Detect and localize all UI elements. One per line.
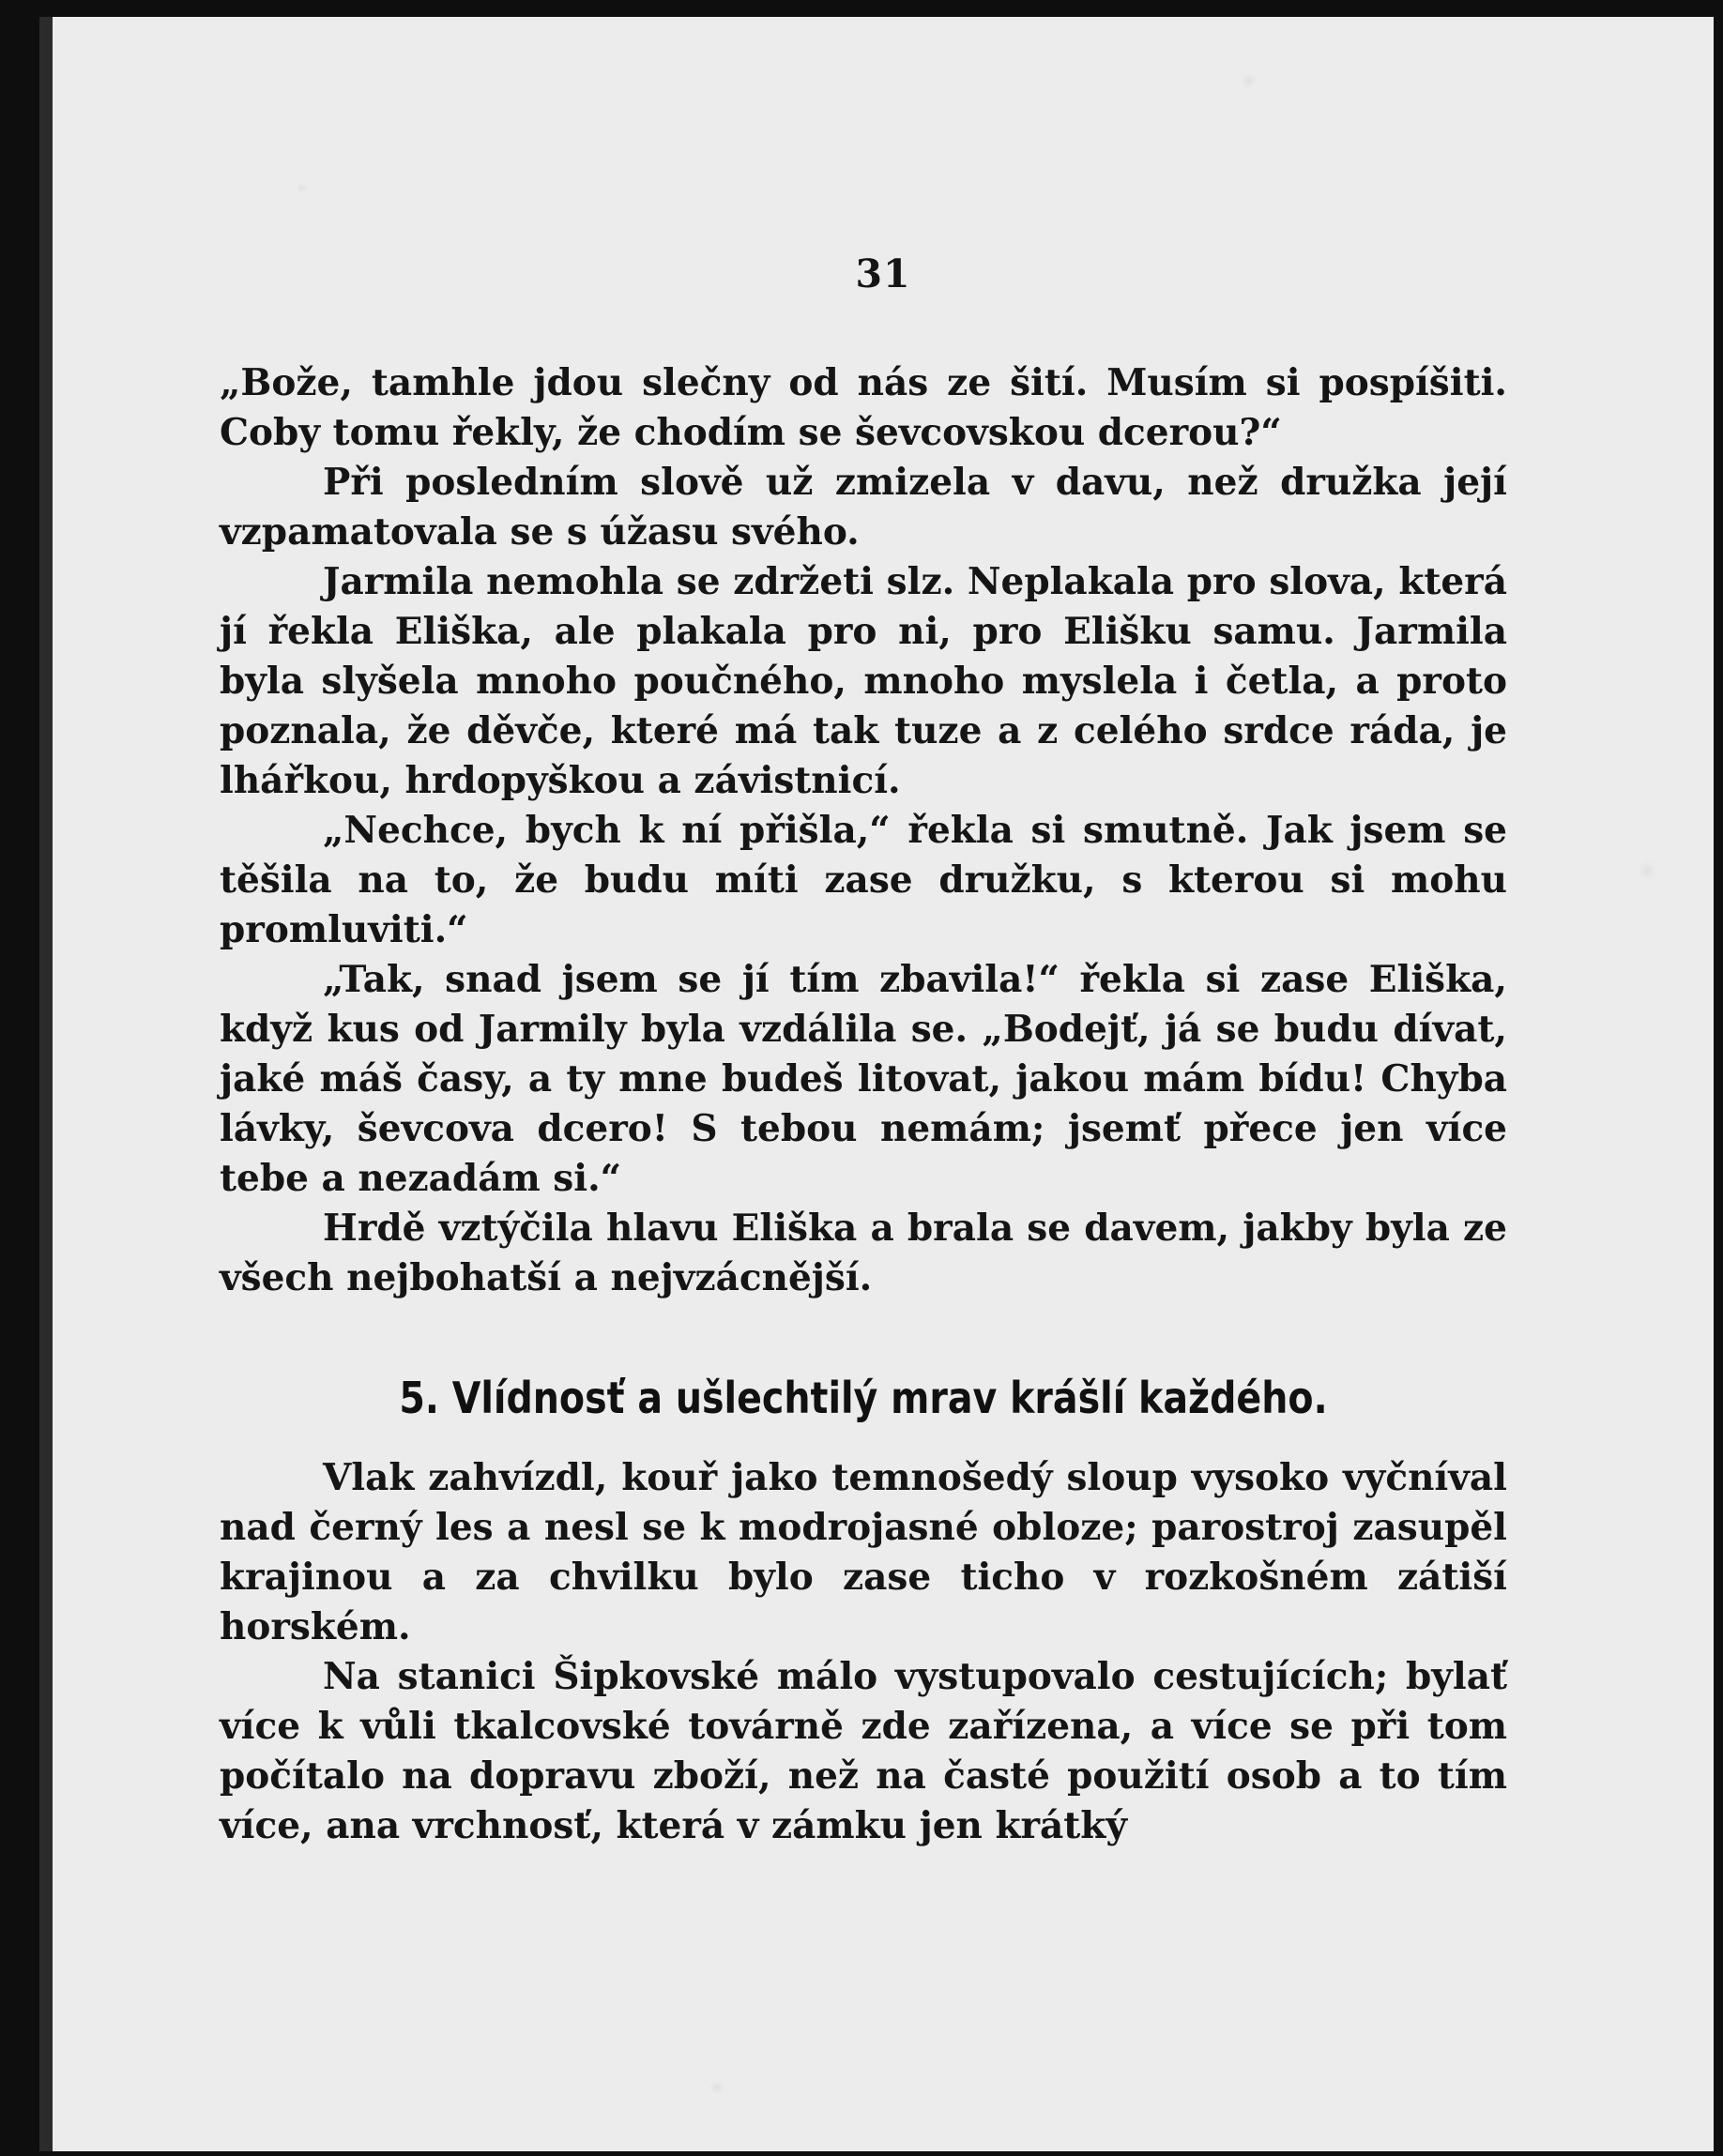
paragraph: „Nechce, bych k ní přišla,“ řekla si smutně. Jak jsem se těšila na to, že budu míti zase družku, s kterou si mohu promluviti.“ [220, 809, 1507, 951]
paragraph: Jarmila nemohla se zdržeti slz. Neplakala pro slova, která jí řekla Eliška, ale plakala pro ni, pro Elišku samu. Jarmila byla slyšela mnoho poučného, mnoho myslela i četla, a proto poznala, že děvče, které má tak tuze a z celého srdce ráda, je lhářkou, hrdopyškou a závistnicí. [220, 560, 1507, 802]
paragraph: „Tak, snad jsem se jí tím zbavila!“ řekla si zase Eliška, když kus od Jarmily byla vzdálila se. „Bodejť, já se budu dívat, jaké máš časy, a ty mne budeš litovat, jakou mám bídu! Chyba lávky, ševcova dcero! S tebou nemám; jsemť přece jen více tebe a nezadám si.“ [220, 958, 1507, 1200]
paragraph: „Bože, tamhle jdou slečny od nás ze šití. Musím si pospíšiti. Coby tomu řekly, že chodím se ševcovskou dcerou?“ [220, 361, 1507, 454]
paragraph: Hrdě vztýčila hlavu Eliška a brala se davem, jakby byla ze všech nejbohatší a nejvzácnější. [220, 1207, 1507, 1299]
section-heading: 5. Vlídnosť a ušlechtilý mrav krášlí každého. [399, 1373, 1328, 1423]
paragraph: Na stanici Šipkovské málo vystupovalo cestujících; bylať více k vůli tkalcovské továrně zde zařízena, a více se při tom počítalo na dopravu zboží, než na časté použití osob a to tím více, ana vrchnosť, která v zámku jen krátký [220, 1655, 1507, 1847]
paragraph: Při posledním slově už zmizela v davu, než družka její vzpamatovala se s úžasu svého. [220, 461, 1507, 554]
paragraph: Vlak zahvízdl, kouř jako temnošedý sloup vysoko vyčníval nad černý les a nesl se k modrojasné obloze; parostroj zasupěl krajinou a za chvilku bylo zase ticho v rozkošném zátiší horském. [220, 1456, 1507, 1648]
page-number: 31 [855, 251, 911, 296]
text-block-bottom [220, 1453, 1507, 1851]
book-page [53, 17, 1714, 2151]
text-block-top [220, 358, 1507, 1303]
